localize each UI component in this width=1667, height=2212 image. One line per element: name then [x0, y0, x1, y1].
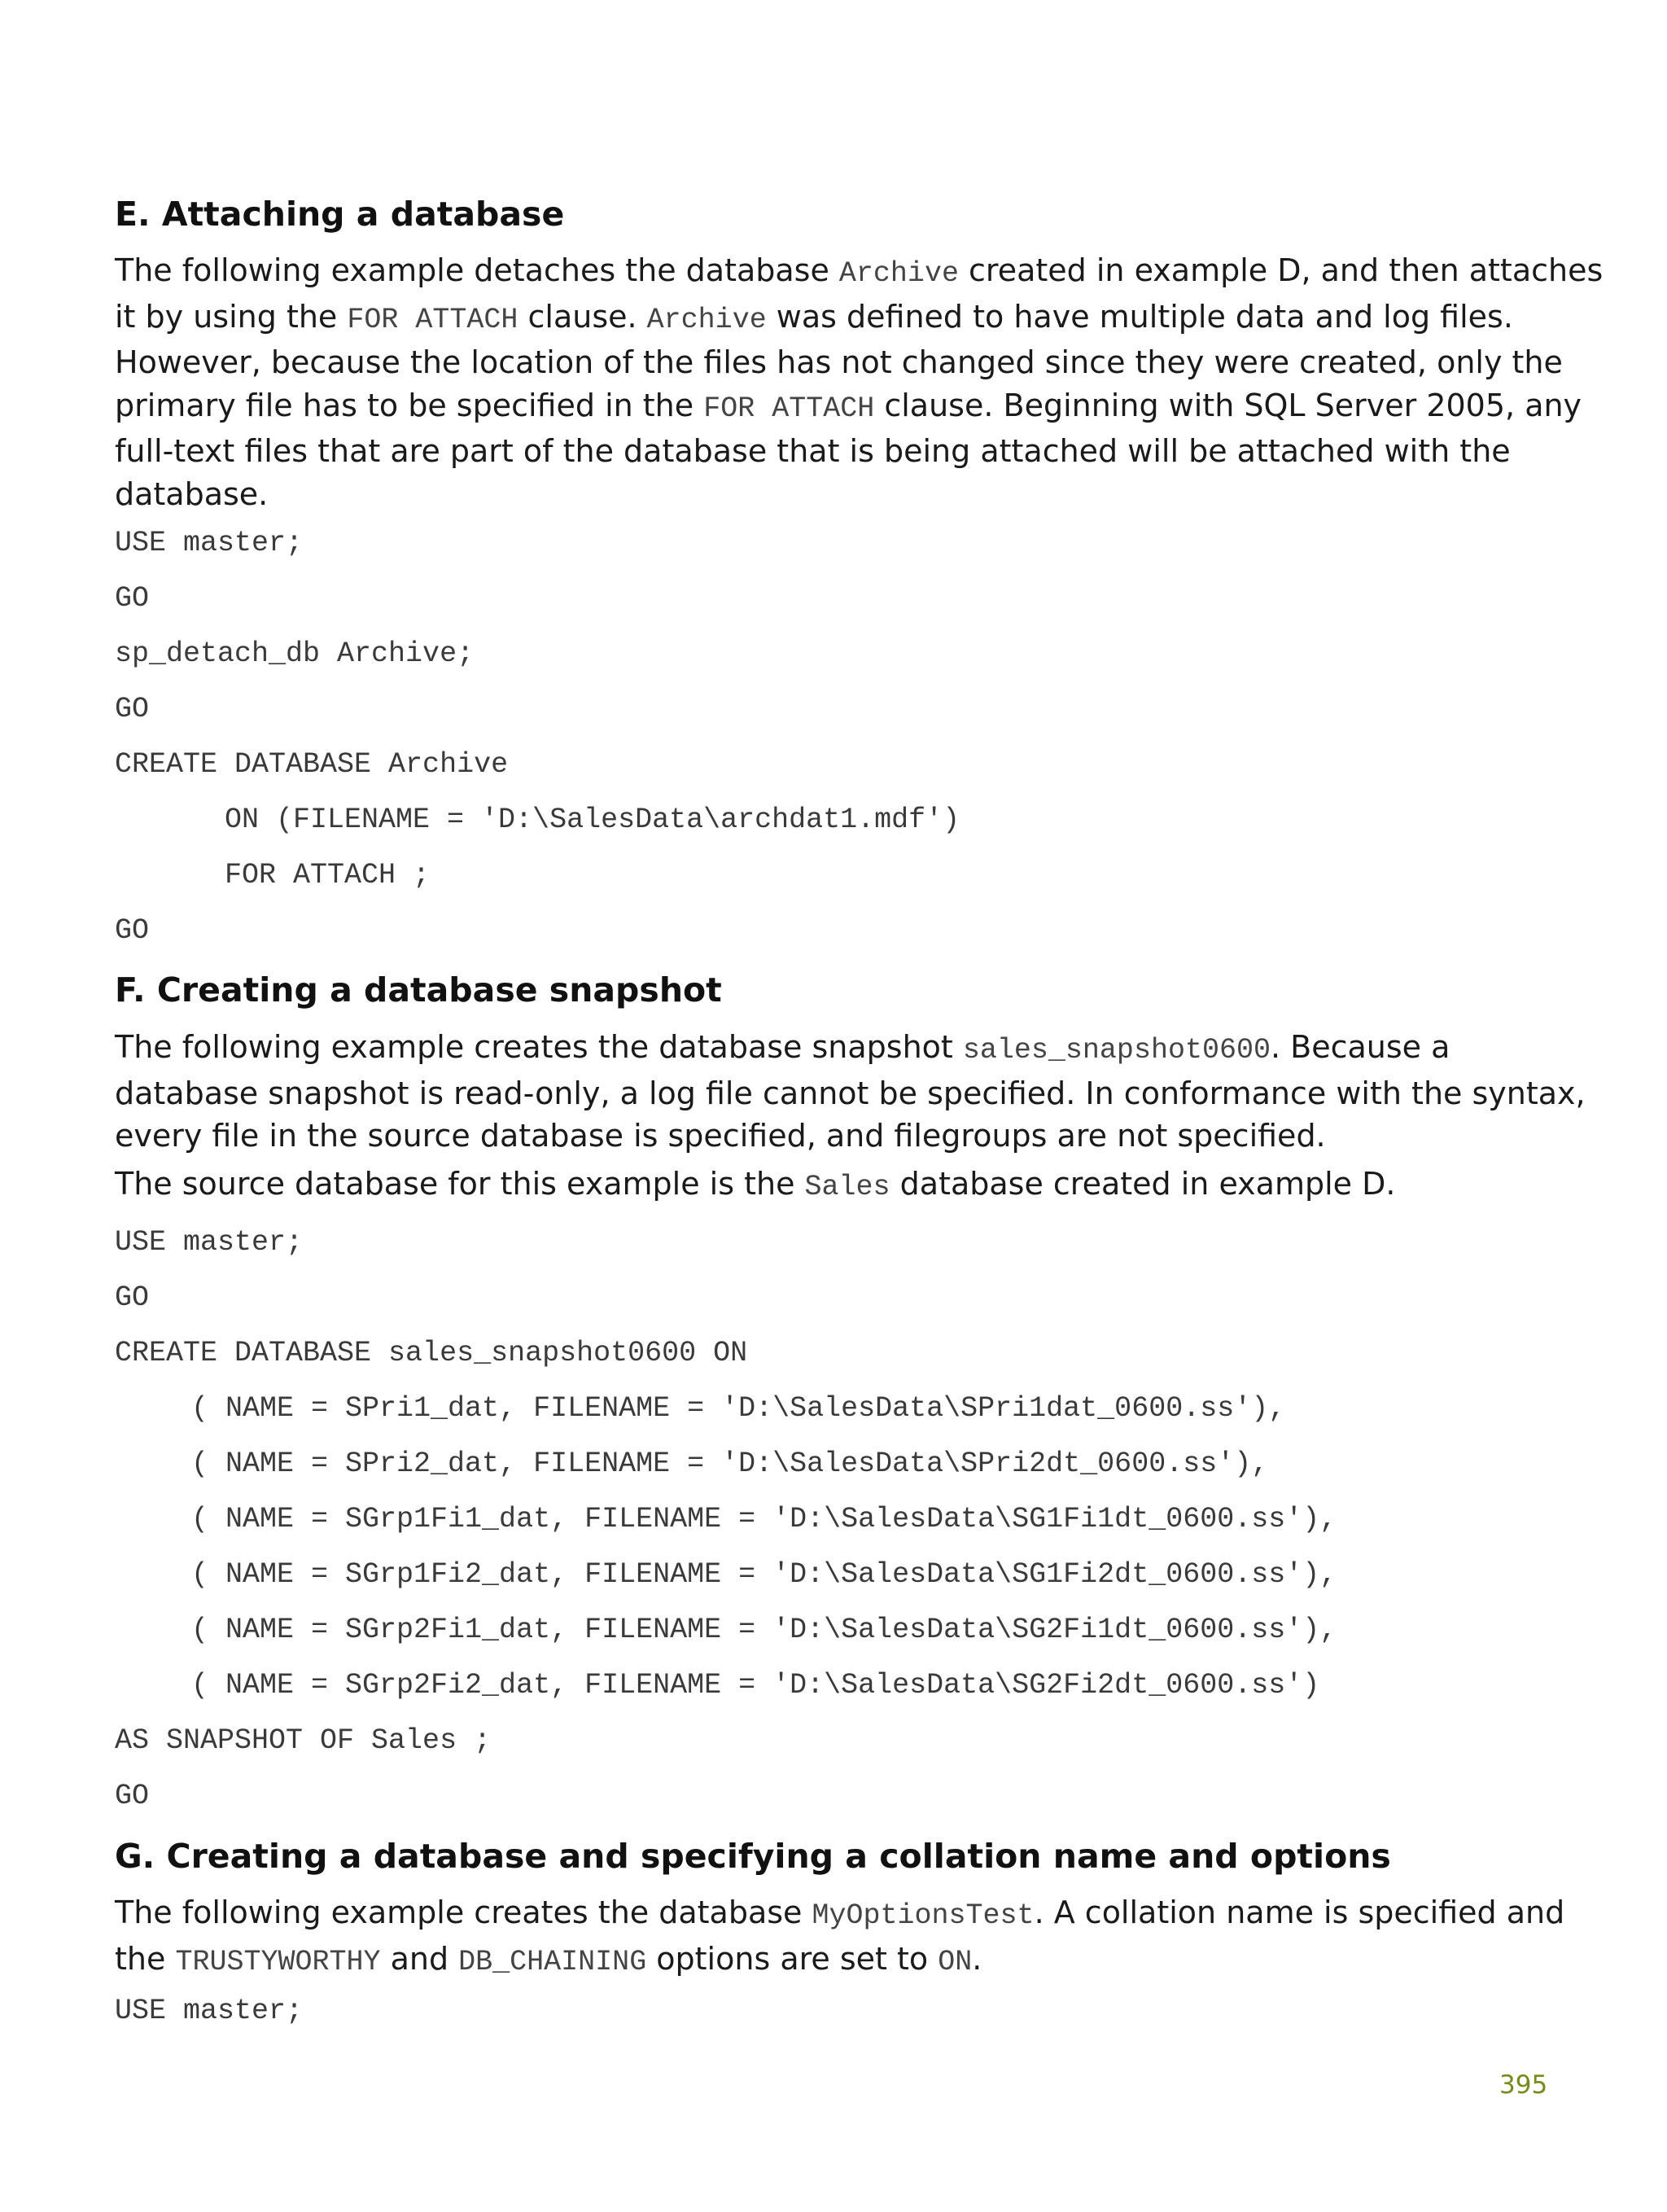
paragraph-line: primary file has to be specified in the FOR ATTACH clause. Beginning with SQL Server 2005, any — [115, 387, 1582, 425]
section-f-paragraph — [115, 1026, 1586, 1158]
inline-code: sales_snapshot0600 — [962, 1034, 1271, 1067]
section-f-paragraph-2 — [115, 1163, 1564, 1209]
paragraph-line: However, because the location of the files has not changed since they were created, only the — [115, 344, 1563, 380]
inline-code: FOR ATTACH — [347, 303, 518, 336]
section-g-heading: G. Creating a database and specifying a collation name and options — [115, 1837, 1391, 1876]
paragraph-line: database. — [115, 475, 269, 512]
paragraph-line: full-text files that are part of the database that is being attached will be attached with the — [115, 433, 1511, 469]
inline-code: Archive — [838, 257, 959, 290]
paragraph-line: The following example detaches the database Archive created in example D, and then attaches — [115, 252, 1604, 290]
code-line: GO — [115, 914, 150, 947]
code-line: GO — [115, 582, 150, 615]
code-line: USE master; — [115, 1226, 304, 1259]
code-line: FOR ATTACH ; — [225, 859, 431, 891]
code-line: USE master; — [115, 1995, 304, 2027]
code-line: CREATE DATABASE Archive — [115, 748, 509, 781]
paragraph-line: The following example creates the database MyOptionsTest. A collation name is specified and — [115, 1894, 1565, 1932]
code-line: USE master; — [115, 527, 304, 559]
code-line: ( NAME = SGrp1Fi2_dat, FILENAME = 'D:\SalesData\SG1Fi2dt_0600.ss'), — [191, 1558, 1337, 1591]
inline-code: ON — [938, 1945, 973, 1978]
paragraph-line: the TRUSTYWORTHY and DB_CHAINING options are set to ON. — [115, 1940, 982, 1978]
paragraph-line: The source database for this example is the Sales database created in example D. — [115, 1166, 1396, 1203]
code-line: GO — [115, 1281, 150, 1314]
code-line: GO — [115, 1780, 150, 1812]
section-e-heading: E. Attaching a database — [115, 195, 565, 234]
inline-code: DB_CHAINING — [458, 1945, 647, 1978]
code-line: CREATE DATABASE sales_snapshot0600 ON — [115, 1337, 748, 1369]
page-number: 395 — [1499, 2070, 1548, 2100]
inline-code: FOR ATTACH — [703, 392, 875, 425]
code-line: ON (FILENAME = 'D:\SalesData\archdat1.mdf') — [225, 804, 960, 836]
paragraph-line: it by using the FOR ATTACH clause. Archive was defined to have multiple data and log files. — [115, 298, 1513, 336]
section-g-paragraph — [115, 1891, 1564, 1983]
code-line: ( NAME = SGrp2Fi2_dat, FILENAME = 'D:\SalesData\SG2Fi2dt_0600.ss') — [191, 1669, 1320, 1702]
code-line: ( NAME = SPri1_dat, FILENAME = 'D:\SalesData\SPri1dat_0600.ss'), — [191, 1392, 1286, 1425]
paragraph-line: The following example creates the database snapshot sales_snapshot0600. Because a — [115, 1029, 1450, 1067]
inline-code: MyOptionsTest — [812, 1899, 1035, 1932]
inline-code: Sales — [804, 1171, 890, 1203]
section-f-heading: F. Creating a database snapshot — [115, 970, 722, 1010]
inline-code: Archive — [646, 303, 767, 336]
code-line: GO — [115, 693, 150, 725]
section-e-paragraph — [115, 249, 1604, 515]
paragraph-line: database snapshot is read-only, a log file cannot be specified. In conformance with the syntax, — [115, 1075, 1586, 1111]
code-line: ( NAME = SGrp1Fi1_dat, FILENAME = 'D:\SalesData\SG1Fi1dt_0600.ss'), — [191, 1503, 1337, 1535]
paragraph-line: every file in the source database is specified, and filegroups are not specified. — [115, 1118, 1326, 1154]
code-line: ( NAME = SPri2_dat, FILENAME = 'D:\SalesData\SPri2dt_0600.ss'), — [191, 1448, 1269, 1480]
code-line: ( NAME = SGrp2Fi1_dat, FILENAME = 'D:\SalesData\SG2Fi1dt_0600.ss'), — [191, 1614, 1337, 1646]
code-line: AS SNAPSHOT OF Sales ; — [115, 1724, 492, 1757]
code-line: sp_detach_db Archive; — [115, 637, 475, 670]
inline-code: TRUSTYWORTHY — [175, 1945, 381, 1978]
